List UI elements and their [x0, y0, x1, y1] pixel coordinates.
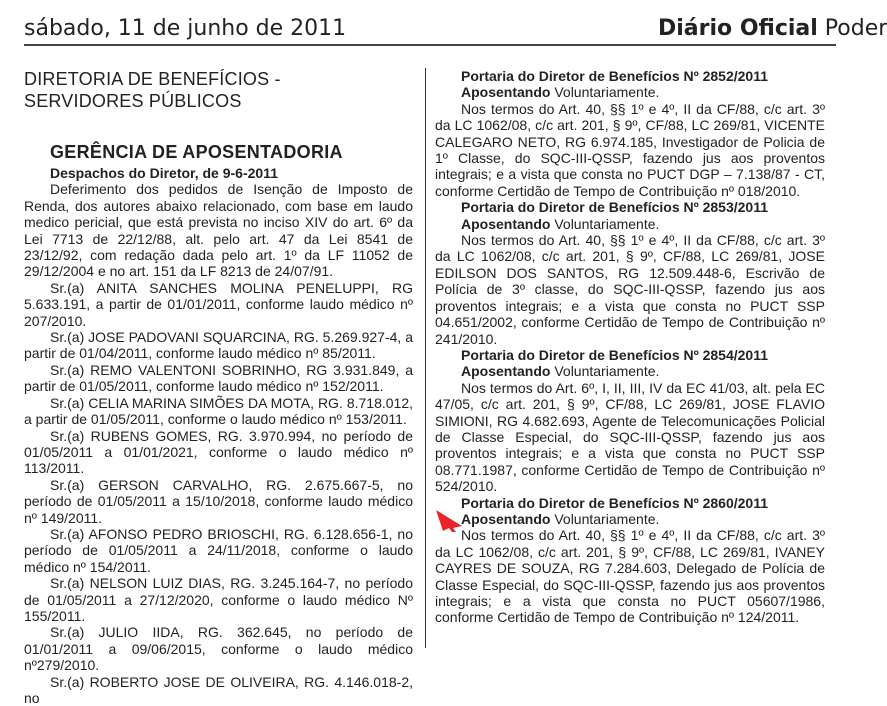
portaria-text: Nos termos do Art. 40, §§ 1º e 4º, II da CF/88, c/c art. 3º da LC 1062/08, c/c art. 201, § 9º, CF/88, LC 269/81, VICENTE CALEGARO NETO, RG 6.974.185, Investigador de Policia de 1º Classe, do SQC-III-QSSP, fazendo jus aos proventos integrais; e a vista que consta no PUCT DGP – 7.138/87 - CT, conforme Certidão de Tempo de Contribuição nº 018/2010.: [435, 100, 825, 199]
section-title-line-1: DIRETORIA DE BENEFÍCIOS -: [24, 69, 281, 89]
list-item: Sr.(a) NELSON LUIZ DIAS, RG. 3.245.164-7, no período de 01/05/2011 a 27/12/2020, conforme o laudo médico Nº 155/2011.: [24, 575, 413, 624]
portaria-text: Nos termos do Art. 40, §§ 1º e 4º, II da CF/88, c/c art. 3º da LC 1062/08, c/c art. 201, § 9º, CF/88, LC 269/81, JOSE EDILSON DOS SANTOS, RG 12.509.448-6, Escrivão de Polícia de 3º classe, do SQC-III-QSSP, fazendo jus aos proventos integrais; e a vista que consta no PUCT SSP 04.651/2002, conforme Certidão de Tempo de Contribuição nº 241/2010.: [435, 232, 825, 347]
portaria-type: [435, 84, 825, 100]
list-item: Sr.(a) ROBERTO JOSE DE OLIVEIRA, RG. 4.146.018-2, no: [24, 673, 413, 706]
portaria-type-bold: Aposentando: [461, 215, 551, 232]
portaria-type-rest: Voluntariamente.: [550, 84, 660, 101]
portaria-block: [435, 68, 825, 199]
section-title: [24, 68, 413, 112]
list-item: Sr.(a) JOSE PADOVANI SQUARCINA, RG. 5.269.927-4, a partir de 01/04/2011, conforme laudo médico nº 85/2011.: [24, 329, 413, 362]
portaria-type-bold: Aposentando: [461, 510, 551, 527]
masthead: [658, 16, 887, 41]
left-column: [24, 68, 413, 706]
despachos-heading: Despachos do Diretor, de 9-6-2011: [50, 165, 278, 181]
section-title-line-2: SERVIDORES PÚBLICOS: [24, 91, 242, 111]
right-column: [435, 68, 825, 626]
masthead-bold: Diário Oficial: [658, 16, 818, 41]
list-item: Sr.(a) CELIA MARINA SIMÕES DA MOTA, RG. 8.718.012, a partir de 01/05/2011, conforme o laudo médico nº 153/2011.: [24, 394, 413, 428]
header-rule: [24, 44, 836, 46]
page-header: [0, 0, 887, 50]
portaria-block: [435, 199, 825, 347]
portaria-type-rest: Voluntariamente.: [550, 363, 660, 380]
masthead-rest: Poder: [824, 16, 887, 41]
portaria-title: Portaria do Diretor de Benefícios Nº 2852/2011: [461, 68, 769, 84]
gerencia-heading: GERÊNCIA DE APOSENTADORIA: [50, 142, 343, 162]
portaria-title: Portaria do Diretor de Benefícios Nº 2853/2011: [461, 199, 769, 216]
portaria-text: Nos termos do Art. 40, §§ 1º e 4º, II da CF/88, c/c art. 3º da LC 1062/08, c/c art. 201, § 9º, CF/88, LC 269/81, IVANEY CAYRES DE SOUZA, RG 7.284.603, Delegado de Polícia de Classe Especial, do SQC-III-QSSP, fazendo jus aos proventos integrais; e a vista que consta no PUCT 05607/1986, conforme Certidão de Tempo de Contribuição nº 124/2011.: [435, 527, 825, 626]
portaria-type: [435, 216, 825, 232]
portaria-type-rest: Voluntariamente.: [550, 510, 660, 527]
portaria-text: Nos termos do Art. 6º, I, II, III, IV da EC 41/03, alt. pela EC 47/05, c/c art. 201, § 9º, CF/88, LC 269/81, JOSE FLAVIO SIMIONI, RG 4.682.693, Agente de Telecomunicações Policial de Classe Especial, do SQC-III-QSSP, fazendo jus aos proventos integrais; e a vista que consta no PUCT SSP 08.771.1987, conforme Certidão de Tempo de Contribuição nº 524/2010.: [435, 379, 825, 495]
portaria-type: [435, 363, 825, 379]
portaria-title: Portaria do Diretor de Benefícios Nº 2854/2011: [461, 346, 769, 363]
portaria-block: [435, 347, 825, 495]
publication-date: sábado, 11 de junho de 2011: [24, 16, 347, 41]
list-item: Sr.(a) RUBENS GOMES, RG. 3.970.994, no período de 01/05/2011 a 01/01/2021, conforme o laudo médico nº 113/2011.: [24, 427, 413, 477]
list-item: Sr.(a) JULIO IIDA, RG. 362.645, no período de 01/01/2011 a 09/06/2015, conforme o laudo médico nº279/2010.: [24, 624, 413, 674]
portaria-block: [435, 495, 825, 626]
portaria-type-bold: Aposentando: [461, 363, 551, 380]
red-pointer-arrow-icon: [434, 508, 464, 532]
portaria-title: Portaria do Diretor de Benefícios Nº 2860/2011: [461, 494, 769, 511]
portaria-type: [435, 511, 825, 527]
column-divider: [425, 68, 426, 648]
list-item: Sr.(a) GERSON CARVALHO, RG. 2.675.667-5, no período de 01/05/2011 a 15/10/2018, conforme laudo médico nº 149/2011.: [24, 476, 413, 526]
portaria-type-bold: Aposentando: [461, 84, 551, 101]
list-item: Sr.(a) AFONSO PEDRO BRIOSCHI, RG. 6.128.656-1, no período de 01/05/2011 a 24/11/2018, conforme o laudo médico nº 154/2011.: [24, 525, 413, 575]
intro-paragraph: Deferimento dos pedidos de Isenção de Imposto de Renda, dos autores abaixo relacionado, com base em laudo medico pericial, que está prevista no inciso XIV do art. 6º da Lei 7713 de 22/12/88, alt. pelo art. 47 da Lei 8541 de 23/12/92, com redação dada pelo art. 1º da LF 11052 de 29/12/2004 e no art. 151 da LF 8213 de 24/07/91.: [24, 181, 413, 280]
list-item: Sr.(a) REMO VALENTONI SOBRINHO, RG 3.931.849, a partir de 01/05/2011, conforme laudo médico nº 152/2011.: [24, 361, 413, 395]
portaria-type-rest: Voluntariamente.: [550, 215, 660, 232]
list-item: Sr.(a) ANITA SANCHES MOLINA PENELUPPI, RG 5.633.191, a partir de 01/01/2011, conforme laudo médico nº 207/2010.: [24, 279, 413, 329]
